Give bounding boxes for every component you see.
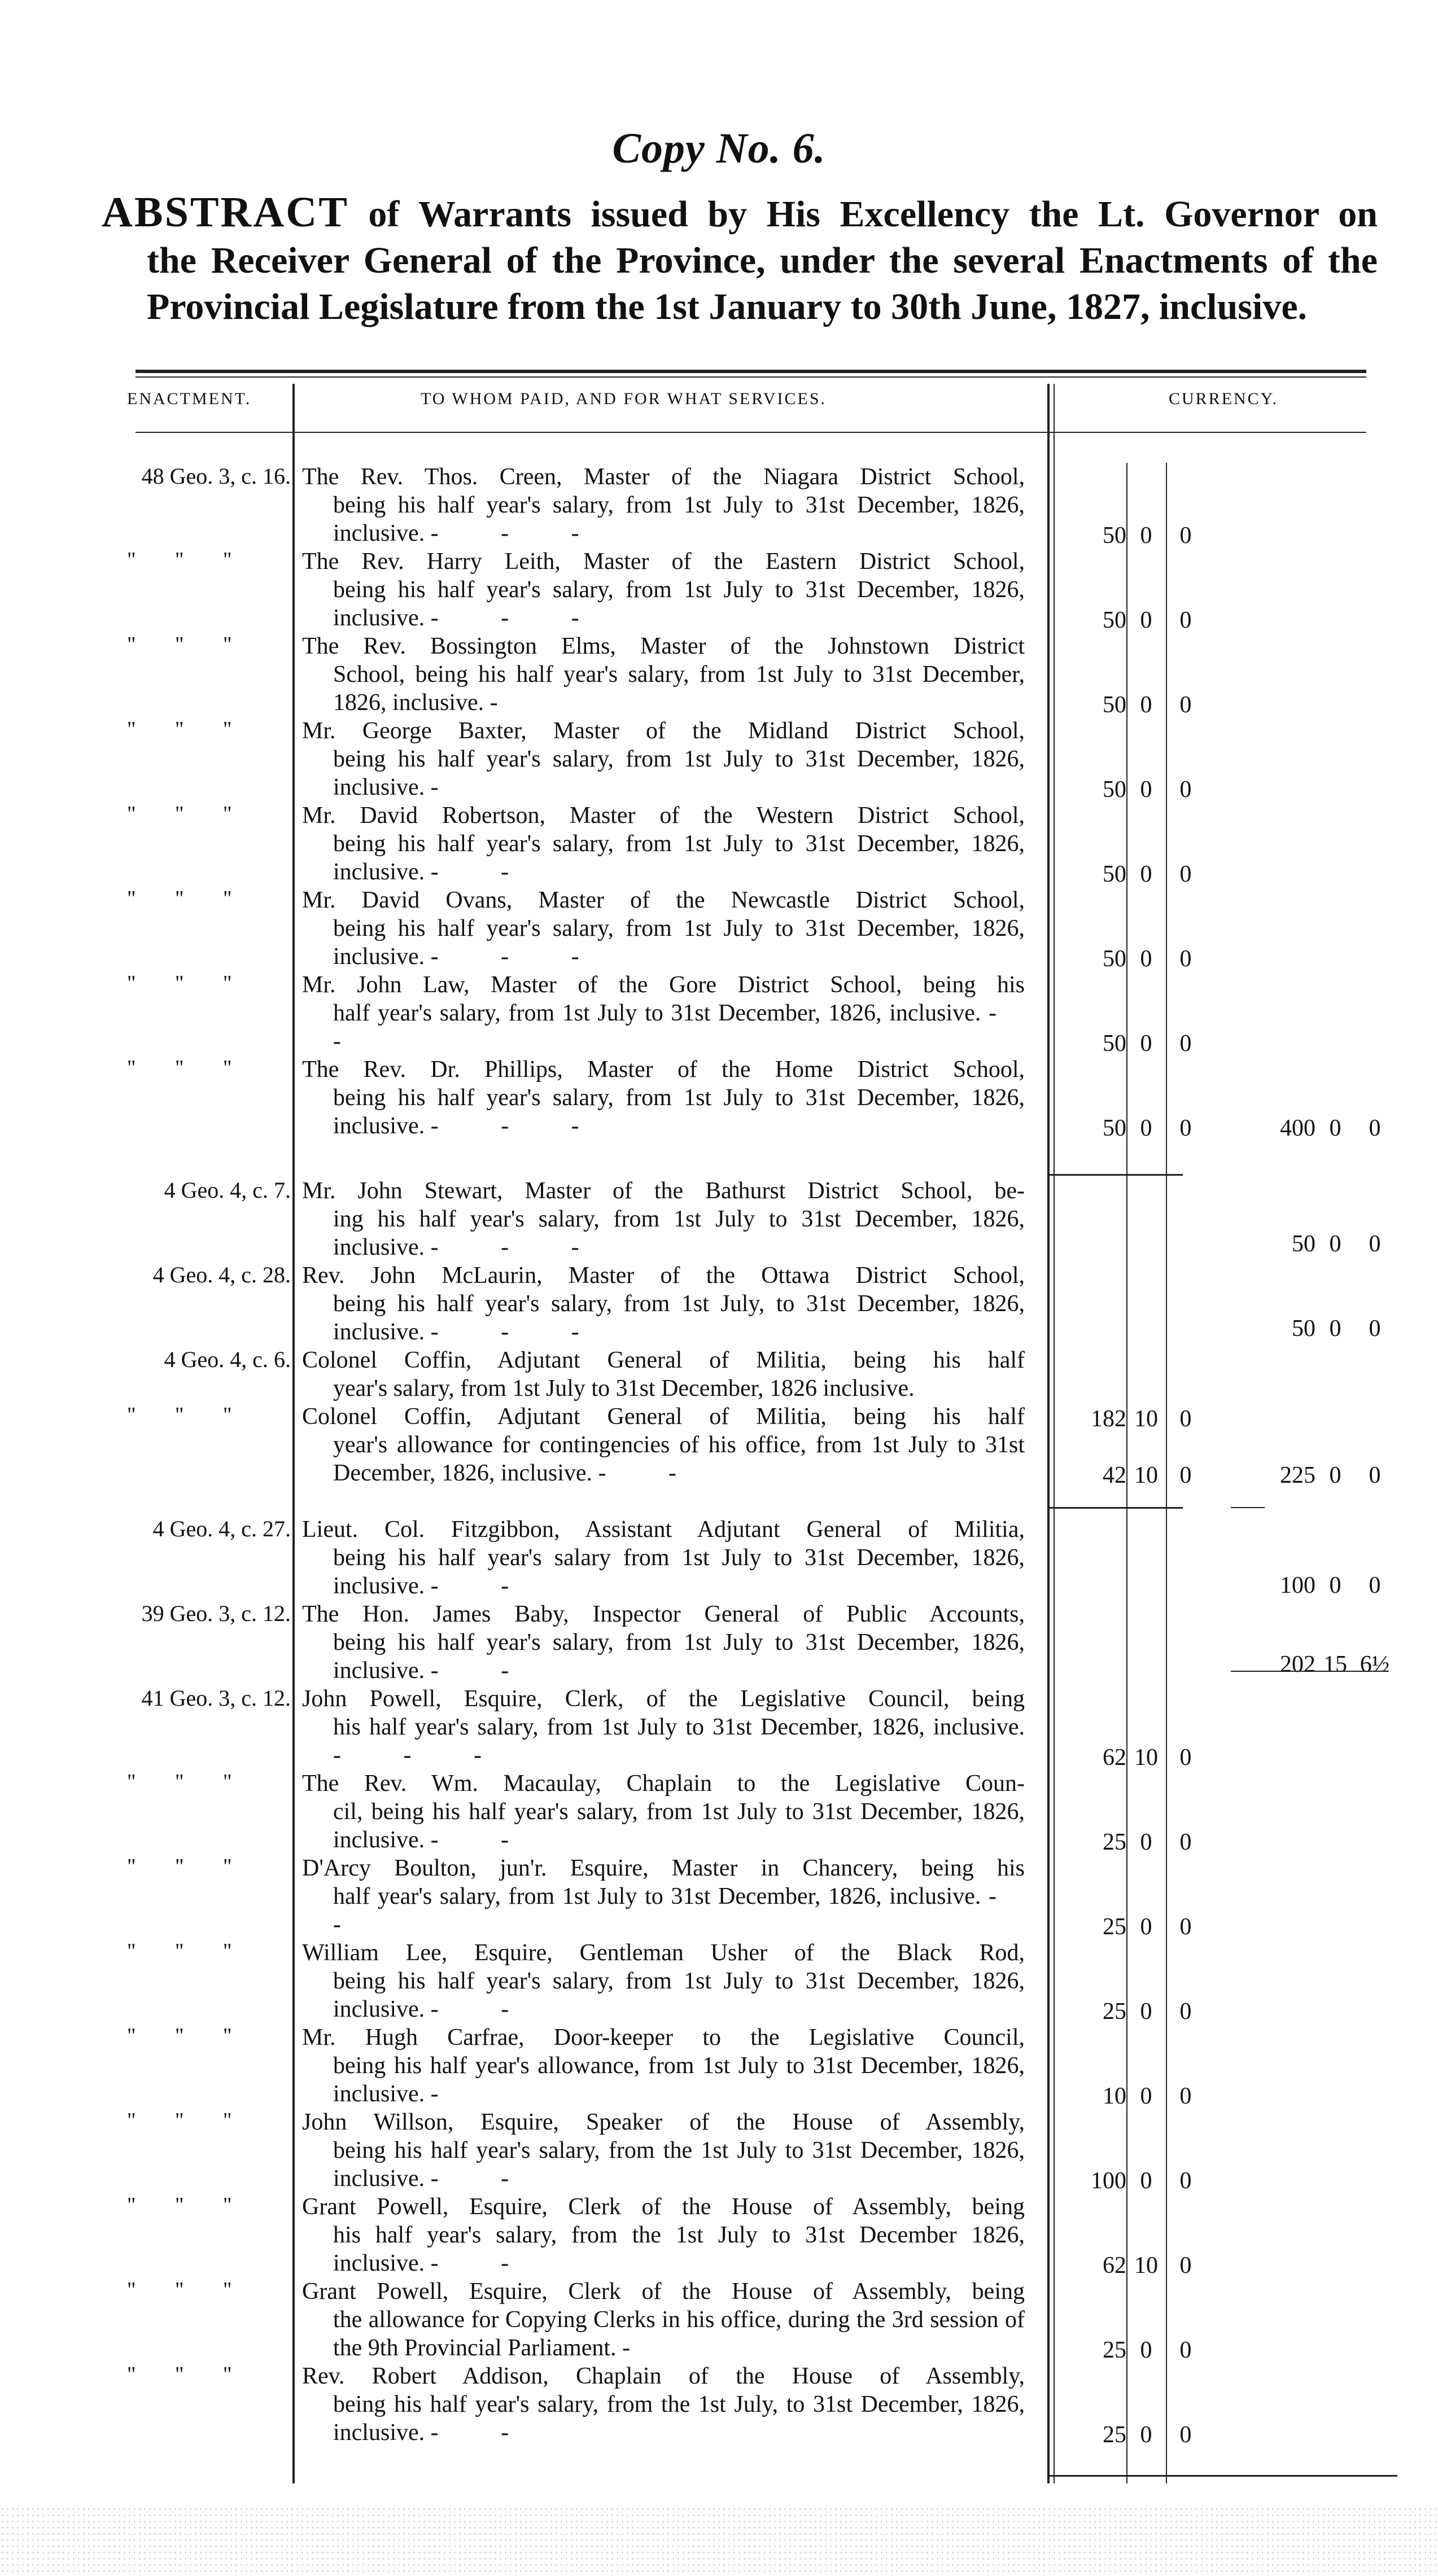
service-detail: being his half year's salary, from 1st July to 31st December, 1826, inclusive. — [333, 915, 1025, 970]
service-text — [302, 491, 1025, 547]
service-text — [302, 1290, 1025, 1346]
service-description — [302, 2277, 1025, 2362]
service-detail: his half year's salary, from the 1st July to 31st December 1826, inclusive. — [333, 2222, 1025, 2276]
payee-line: Mr. George Baxter, Master of the Midland District School, — [302, 718, 1025, 744]
amount-shillings: 0 — [1140, 946, 1152, 972]
amount-pounds: 50 — [1103, 777, 1126, 803]
total-pounds: 50 — [1292, 1231, 1315, 1257]
leader-dashes: - - - — [333, 1742, 510, 1768]
amount-pence: 0 — [1179, 607, 1192, 633]
service-description — [302, 1769, 1025, 1854]
service-text — [302, 576, 1025, 632]
service-text — [302, 1798, 1025, 1854]
top-rule-thick — [136, 370, 1366, 373]
service-description — [302, 1939, 1025, 2023]
amount-pounds: 50 — [1103, 861, 1126, 887]
service-description — [302, 2108, 1025, 2193]
top-rule-thin — [136, 376, 1366, 378]
service-detail: being his half year's salary, from the 1st July to 31st December, 1826, inclusive. — [333, 2137, 1025, 2192]
amount-pounds: 25 — [1103, 1914, 1126, 1940]
amount-shillings: 10 — [1134, 1462, 1158, 1488]
payee-line: Mr. Hugh Carfrae, Door-keeper to the Legislative Council, — [302, 2025, 1025, 2051]
service-text — [302, 2390, 1025, 2447]
enactment-cell: 48 Geo. 3, c. 16. — [141, 463, 291, 489]
service-detail: being his half year's salary, from the 1st July, to 31st December, 1826, inclusive. — [333, 2391, 1025, 2446]
service-detail: year's allowance for contingencies of his office, from 1st July to 31st December, 1826, inclusive. — [333, 1432, 1025, 1486]
enactment-cell: " " " — [127, 717, 249, 741]
payee-line: The Rev. Harry Leith, Master of the Eastern District School, — [302, 549, 1025, 575]
service-detail: year's salary, from 1st July to 31st December, 1826 inclusive. — [333, 1375, 915, 1401]
enactment-cell: " " " — [127, 1939, 249, 1963]
amount-shillings: 0 — [1140, 1829, 1152, 1855]
service-description — [302, 2362, 1025, 2447]
enactment-cell: " " " — [127, 548, 249, 572]
title-line-3: Provincial Legislature from the 1st January to 30th June, 1827, inclusive. — [147, 286, 1308, 327]
amount-shillings: 10 — [1134, 1406, 1158, 1432]
payee-line: Mr. David Ovans, Master of the Newcastle District School, — [302, 887, 1025, 913]
amount-pence: 0 — [1179, 861, 1192, 887]
total-shillings: 0 — [1329, 1462, 1341, 1488]
service-description — [302, 801, 1025, 886]
leader-dashes: - - - — [430, 1319, 607, 1345]
payee-line: The Rev. Dr. Phillips, Master of the Home District School, — [302, 1057, 1025, 1083]
service-detail: School, being his half year's salary, from 1st July to 31st December, 1826, inclusive. — [333, 661, 1025, 716]
amount-pounds: 62 — [1103, 2253, 1126, 2279]
amount-shillings: 0 — [1140, 861, 1152, 887]
leader-dashes: - - — [598, 1460, 705, 1486]
service-description — [302, 1177, 1025, 1261]
amount-pence: 0 — [1179, 692, 1192, 718]
enactment-cell: 39 Geo. 3, c. 12. — [141, 1601, 291, 1626]
service-detail: cil, being his half year's salary, from 1st July to 31st December, 1826, inclusive. — [333, 1799, 1025, 1853]
payee-line: Mr. John Law, Master of the Gore District School, being his — [302, 972, 1025, 998]
enactment-cell: " " " — [127, 633, 249, 656]
payee-line: Grant Powell, Esquire, Clerk of the House of Assembly, being — [302, 2194, 1025, 2220]
amount-shillings: 0 — [1140, 1914, 1152, 1940]
amount-shillings: 0 — [1140, 523, 1152, 549]
service-text — [302, 1544, 1025, 1600]
amount-shillings: 0 — [1140, 777, 1152, 803]
service-description — [302, 463, 1025, 547]
amount-pounds: 25 — [1103, 1999, 1126, 2025]
total-mark-rule — [1231, 1507, 1265, 1508]
total-pence: 0 — [1369, 1572, 1381, 1598]
service-text — [302, 1967, 1025, 2023]
enactment-cell: " " " — [127, 2278, 249, 2302]
amount-pence: 0 — [1179, 2422, 1192, 2448]
service-text — [302, 2306, 1025, 2362]
total-shillings: 0 — [1329, 1572, 1341, 1598]
amount-shillings: 0 — [1140, 607, 1152, 633]
leader-dashes: - - — [430, 2250, 537, 2276]
service-detail: being his half year's salary, from 1st July to 31st December, 1826, inclusive. — [333, 577, 1025, 631]
service-detail: being his half year's salary, from 1st July to 31st December, 1826, inclusive. — [333, 492, 1025, 546]
enactment-cell: " " " — [127, 1855, 249, 1878]
service-text — [302, 1431, 1025, 1487]
leader-dashes: - — [430, 774, 467, 800]
amount-pounds: 182 — [1091, 1406, 1126, 1432]
payee-line: Rev. Robert Addison, Chaplain of the House of Assembly, — [302, 2363, 1025, 2389]
enactment-cell: " " " — [127, 802, 249, 826]
amount-shillings: 0 — [1140, 1031, 1152, 1057]
column-header-services: TO WHOM PAID, AND FOR WHAT SERVICES. — [421, 389, 827, 408]
payee-line: Colonel Coffin, Adjutant General of Militia, being his half — [302, 1347, 1025, 1373]
amount-pence: 0 — [1179, 523, 1192, 549]
service-description — [302, 1515, 1025, 1600]
enactment-cell: 4 Geo. 4, c. 7. — [164, 1177, 291, 1203]
enactment-cell: " " " — [127, 1770, 249, 1794]
leader-dashes: - - - — [430, 1113, 607, 1139]
leader-dashes: - — [622, 2335, 659, 2361]
service-text — [302, 2221, 1025, 2277]
enactment-cell: 4 Geo. 4, c. 28. — [152, 1262, 291, 1287]
amount-pence: 0 — [1179, 1115, 1192, 1141]
service-text — [302, 1882, 1025, 1939]
amount-pence: 0 — [1179, 777, 1192, 803]
service-detail: being his half year's salary, from 1st July to 31st December, 1826, inclusive. — [333, 1968, 1025, 2022]
amount-pence: 0 — [1179, 1406, 1192, 1432]
payee-line: The Rev. Thos. Creen, Master of the Niagara District School, — [302, 464, 1025, 490]
amount-shillings: 10 — [1134, 1745, 1158, 1771]
payee-line: Mr. David Robertson, Master of the Western District School, — [302, 803, 1025, 829]
enactment-cell: " " " — [127, 2024, 249, 2048]
payee-line: The Rev. Bossington Elms, Master of the Johnstown District — [302, 633, 1025, 659]
amount-shillings: 0 — [1140, 1115, 1152, 1141]
amount-pounds: 100 — [1091, 2168, 1126, 2194]
scan-noise — [0, 2506, 1438, 2576]
total-shillings: 15 — [1323, 1651, 1347, 1677]
leader-dashes: - - — [430, 2420, 537, 2446]
service-detail: being his half year's salary, from 1st July, to 31st December, 1826, inclusive. — [333, 1291, 1025, 1345]
payee-line: John Willson, Esquire, Speaker of the House of Assembly, — [302, 2109, 1025, 2135]
amount-pence: 0 — [1179, 1999, 1192, 2025]
title-line-1 — [102, 189, 1378, 238]
service-description — [302, 1685, 1025, 1769]
leader-dashes: - - — [430, 2166, 537, 2192]
service-description — [302, 1346, 1025, 1403]
total-pence: 0 — [1369, 1115, 1381, 1141]
leader-dashes: - - — [430, 1827, 537, 1853]
amount-pounds: 25 — [1103, 2337, 1126, 2363]
enactment-cell: " " " — [127, 971, 249, 995]
payee-line: Lieut. Col. Fitzgibbon, Assistant Adjutant General of Militia, — [302, 1517, 1025, 1543]
service-text — [302, 745, 1025, 801]
enactment-cell: " " " — [127, 2363, 249, 2386]
amount-pounds: 25 — [1103, 2422, 1126, 2448]
subtotal-rule-1 — [1047, 1174, 1183, 1176]
service-description — [302, 2193, 1025, 2277]
leader-dashes: - - — [430, 1658, 537, 1684]
amount-pounds: 50 — [1103, 607, 1126, 633]
total-pounds: 202 — [1280, 1651, 1315, 1677]
service-text — [302, 999, 1025, 1055]
enactment-cell: 4 Geo. 4, c. 27. — [152, 1516, 291, 1541]
enactment-cell: " " " — [127, 1403, 249, 1427]
leader-dashes: - — [430, 2081, 467, 2107]
header-underline — [136, 432, 1366, 433]
column-header-enactment: ENACTMENT. — [127, 389, 252, 408]
leader-dashes: - - — [333, 1000, 1025, 1054]
service-description — [302, 971, 1025, 1055]
service-description — [302, 547, 1025, 632]
leader-dashes: - - — [333, 1883, 1025, 1938]
total-pounds: 50 — [1292, 1316, 1315, 1342]
service-text — [302, 1374, 1025, 1403]
service-description — [302, 1055, 1025, 1140]
service-detail: being his half year's salary, from 1st July to 31st December, 1826, inclusive. — [333, 1085, 1025, 1139]
copy-number: Copy No. 6. — [612, 125, 826, 172]
title-line-1-text: of Warrants issued by His Excellency the Lt. Governor on — [368, 194, 1378, 235]
leader-dashes: - - - — [430, 944, 607, 970]
total-pounds: 400 — [1280, 1115, 1315, 1141]
amount-shillings: 0 — [1140, 2083, 1152, 2109]
title-line-2: the Receiver General of the Province, under the several Enactments of the — [147, 240, 1378, 281]
payee-line: The Hon. James Baby, Inspector General of Public Accounts, — [302, 1601, 1025, 1627]
total-shillings: 0 — [1329, 1115, 1341, 1141]
amount-pounds: 50 — [1103, 1115, 1126, 1141]
leader-dashes: - - — [430, 1996, 537, 2022]
column-divider-enactment — [292, 384, 295, 2483]
service-text — [302, 1713, 1025, 1769]
title-lead: ABSTRACT — [102, 189, 349, 236]
payee-line: D'Arcy Boulton, jun'r. Esquire, Master in Chancery, being his — [302, 1855, 1025, 1881]
payee-line: John Powell, Esquire, Clerk, of the Legislative Council, being — [302, 1686, 1025, 1712]
leader-dashes: - - — [430, 1573, 537, 1599]
amount-shillings: 0 — [1140, 2337, 1152, 2363]
amount-pounds: 50 — [1103, 523, 1126, 549]
total-pence: 6½ — [1360, 1651, 1390, 1677]
service-description — [302, 2023, 1025, 2108]
service-detail: the allowance for Copying Clerks in his office, during the 3rd session of the 9th Provincial Parliament. — [333, 2307, 1025, 2361]
amount-pence: 0 — [1179, 1829, 1192, 1855]
service-detail: being his half year's salary, from 1st July to 31st December, 1826, inclusive. — [333, 746, 1025, 800]
enactment-cell: " " " — [127, 2109, 249, 2132]
amount-pounds: 50 — [1103, 1031, 1126, 1057]
document-title — [102, 189, 1378, 330]
service-text — [302, 2136, 1025, 2193]
enactment-cell: " " " — [127, 1056, 249, 1080]
service-text — [302, 660, 1025, 717]
enactment-cell: 41 Geo. 3, c. 12. — [141, 1685, 291, 1711]
leader-dashes: - - - — [430, 520, 607, 546]
amount-pounds: 10 — [1103, 2083, 1126, 2109]
enactment-cell: 4 Geo. 4, c. 6. — [164, 1347, 291, 1372]
enactment-cell: " " " — [127, 2193, 249, 2217]
amount-pence: 0 — [1179, 2253, 1192, 2279]
service-description — [302, 1854, 1025, 1939]
amount-shillings: 0 — [1140, 692, 1152, 718]
amount-shillings: 0 — [1140, 2168, 1152, 2194]
service-description — [302, 1600, 1025, 1685]
amount-pounds: 62 — [1103, 1745, 1126, 1771]
service-detail: being his half year's salary, from 1st July to 31st December, 1826, inclusive. — [333, 831, 1025, 885]
payee-line: The Rev. Wm. Macaulay, Chaplain to the Legislative Coun- — [302, 1771, 1025, 1797]
amount-shillings: 0 — [1140, 2422, 1152, 2448]
total-shillings: 0 — [1329, 1231, 1341, 1257]
service-detail: his half year's salary, from 1st July to 31st December, 1826, inclusive. — [333, 1714, 1025, 1740]
amount-pence: 0 — [1179, 1745, 1192, 1771]
payee-line: Mr. John Stewart, Master of the Bathurst District School, be- — [302, 1178, 1025, 1204]
service-detail: half year's salary, from 1st July to 31st December, 1826, inclusive. — [333, 1883, 981, 1909]
service-description — [302, 1261, 1025, 1346]
subtotal-rule-2 — [1047, 1507, 1183, 1509]
service-text — [302, 914, 1025, 971]
service-detail: half year's salary, from 1st July to 31st December, 1826, inclusive. — [333, 1000, 981, 1026]
leader-dashes: - — [489, 690, 526, 716]
amount-shillings: 10 — [1134, 2253, 1158, 2279]
payee-line: William Lee, Esquire, Gentleman Usher of the Black Rod, — [302, 1940, 1025, 1966]
amount-pounds: 50 — [1103, 692, 1126, 718]
service-detail: being his half year's allowance, from 1st July to 31st December, 1826, inclusive. — [333, 2053, 1025, 2107]
service-description — [302, 886, 1025, 971]
service-text — [302, 1628, 1025, 1685]
enactment-cell: " " " — [127, 887, 249, 910]
total-pounds: 225 — [1280, 1462, 1315, 1488]
column-header-currency: CURRENCY. — [1169, 389, 1278, 408]
service-detail: ing his half year's salary, from 1st July to 31st December, 1826, inclusive. — [333, 1206, 1025, 1260]
leader-dashes: - - - — [430, 605, 607, 631]
payee-line: Colonel Coffin, Adjutant General of Militia, being his half — [302, 1404, 1025, 1430]
service-description — [302, 717, 1025, 801]
service-text — [302, 1205, 1025, 1261]
amount-pence: 0 — [1179, 1031, 1192, 1057]
service-description — [302, 632, 1025, 717]
payee-line: Rev. John McLaurin, Master of the Ottawa District School, — [302, 1263, 1025, 1289]
service-description — [302, 1403, 1025, 1487]
service-text — [302, 2052, 1025, 2108]
total-pence: 0 — [1369, 1231, 1381, 1257]
amount-pence: 0 — [1179, 946, 1192, 972]
service-text — [302, 1084, 1025, 1140]
amount-pence: 0 — [1179, 2083, 1192, 2109]
total-shillings: 0 — [1329, 1316, 1341, 1342]
leader-dashes: - - — [430, 859, 537, 885]
amount-pence: 0 — [1179, 2337, 1192, 2363]
amount-pence: 0 — [1179, 1462, 1192, 1488]
total-pence: 0 — [1369, 1462, 1381, 1488]
amount-pounds: 50 — [1103, 946, 1126, 972]
amount-pence: 0 — [1179, 1914, 1192, 1940]
service-detail: being his half year's salary, from 1st July to 31st December, 1826, inclusive. — [333, 1629, 1025, 1684]
total-pounds: 100 — [1280, 1572, 1315, 1598]
amount-pounds: 42 — [1103, 1462, 1126, 1488]
bottom-rule — [1047, 2475, 1397, 2477]
payee-line: Grant Powell, Esquire, Clerk of the House of Assembly, being — [302, 2279, 1025, 2305]
amount-pence: 0 — [1179, 2168, 1192, 2194]
amount-shillings: 0 — [1140, 1999, 1152, 2025]
service-text — [302, 830, 1025, 886]
total-pence: 0 — [1369, 1316, 1381, 1342]
amount-pounds: 25 — [1103, 1829, 1126, 1855]
service-detail: being his half year's salary from 1st July to 31st December, 1826, inclusive. — [333, 1545, 1025, 1599]
leader-dashes: - - - — [430, 1234, 607, 1260]
